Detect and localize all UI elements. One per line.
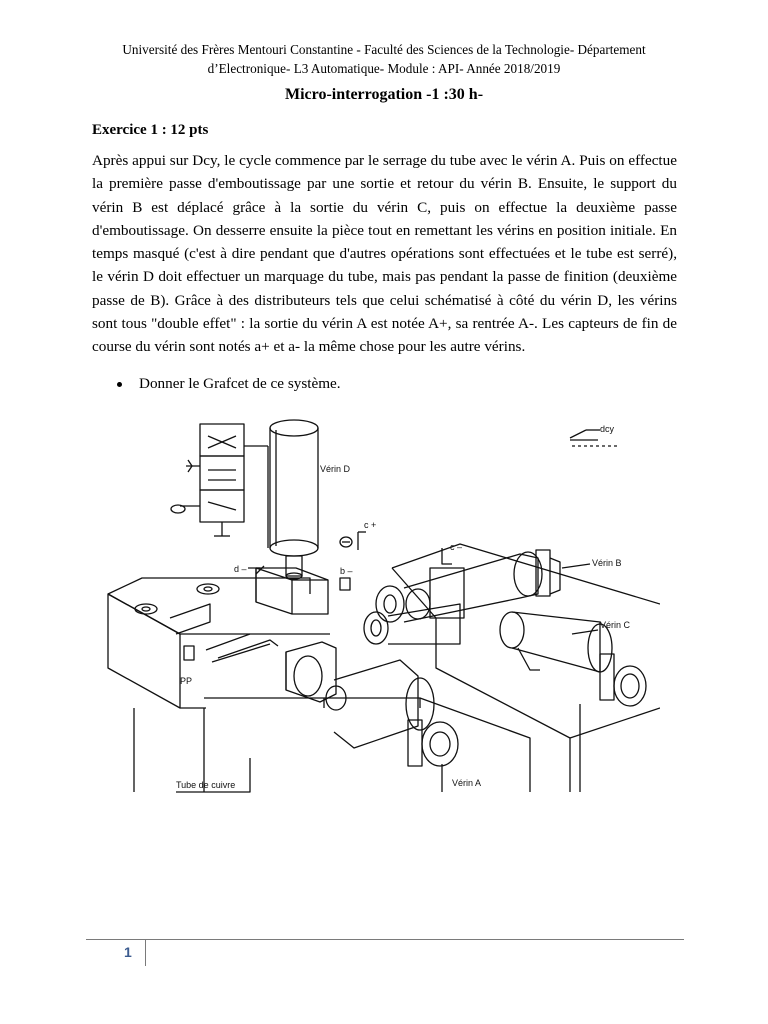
distributor-valve-icon <box>171 424 268 548</box>
verin-d-icon <box>270 420 318 579</box>
right-platform <box>392 544 660 792</box>
bullet-dot-icon <box>117 382 122 387</box>
page-title: Micro-interrogation -1 :30 h- <box>284 86 484 103</box>
document-header <box>60 40 708 78</box>
footer-divider <box>86 939 684 940</box>
base-plate <box>108 578 530 792</box>
header-line-1: Université des Frères Mentouri Constantine - Faculté des Sciences de la Technologie- Département <box>122 42 646 57</box>
exercise-paragraph: Après appui sur Dcy, le cycle commence par le serrage du tube avec le vérin A. Puis on effectue la première passe d'emboutissage par une sortie et retour du vérin B. Ensuite, le support du vérin B est déplacé grâce à la sortie du vérin C, puis on effectue la deuxième passe d'emboutissage. On desserre ensuite la pièce tout en remettant les vérins en position initiale. En temps masqué (c'est à dire pendant que d'autres opérations sont effectuées et le tube est serré), le vérin D doit effectuer un marquage du tube, mais pas pendant la passe de finition (deuxième passe de B). Grâce à des distributeurs tels que celui schématisé à côté du vérin D, les vérins sont tous "double effet" : la sortie du vérin A est notée A+, sa rentrée A-. Les capteurs de fin de course du vérin sont notés a+ et a- la même chose pour les autre vérins. <box>92 152 677 356</box>
label-c-plus: c + <box>364 520 377 530</box>
clamp-block <box>256 568 328 614</box>
label-dcy: dcy <box>600 424 615 434</box>
system-schematic-figure <box>100 408 660 798</box>
label-d-minus: d – <box>234 564 247 574</box>
label-verin-b: Vérin B <box>592 558 622 568</box>
sensor-c-plus-icon <box>340 532 366 550</box>
exercise-heading: Exercice 1 : 12 pts <box>92 122 209 138</box>
bullet-item <box>117 375 341 393</box>
label-c-minus: c – <box>450 542 463 552</box>
verin-b-icon <box>376 550 560 622</box>
label-b-minus: b – <box>340 566 353 576</box>
label-verin-c: Vérin C <box>600 620 631 630</box>
page-number: 1 <box>124 944 132 960</box>
dcy-button-icon <box>570 430 600 440</box>
label-verin-a: Vérin A <box>452 778 482 788</box>
page-number-separator <box>145 940 146 966</box>
bullet-text: Donner le Grafcet de ce système. <box>139 375 341 392</box>
label-pp: PP <box>180 676 193 686</box>
verin-a-icon <box>286 642 458 792</box>
label-verin-d: Vérin D <box>320 464 351 474</box>
label-tube: Tube de cuivre <box>176 780 236 790</box>
header-line-2: d’Electronique- L3 Automatique- Module : API- Année 2018/2019 <box>207 61 561 76</box>
